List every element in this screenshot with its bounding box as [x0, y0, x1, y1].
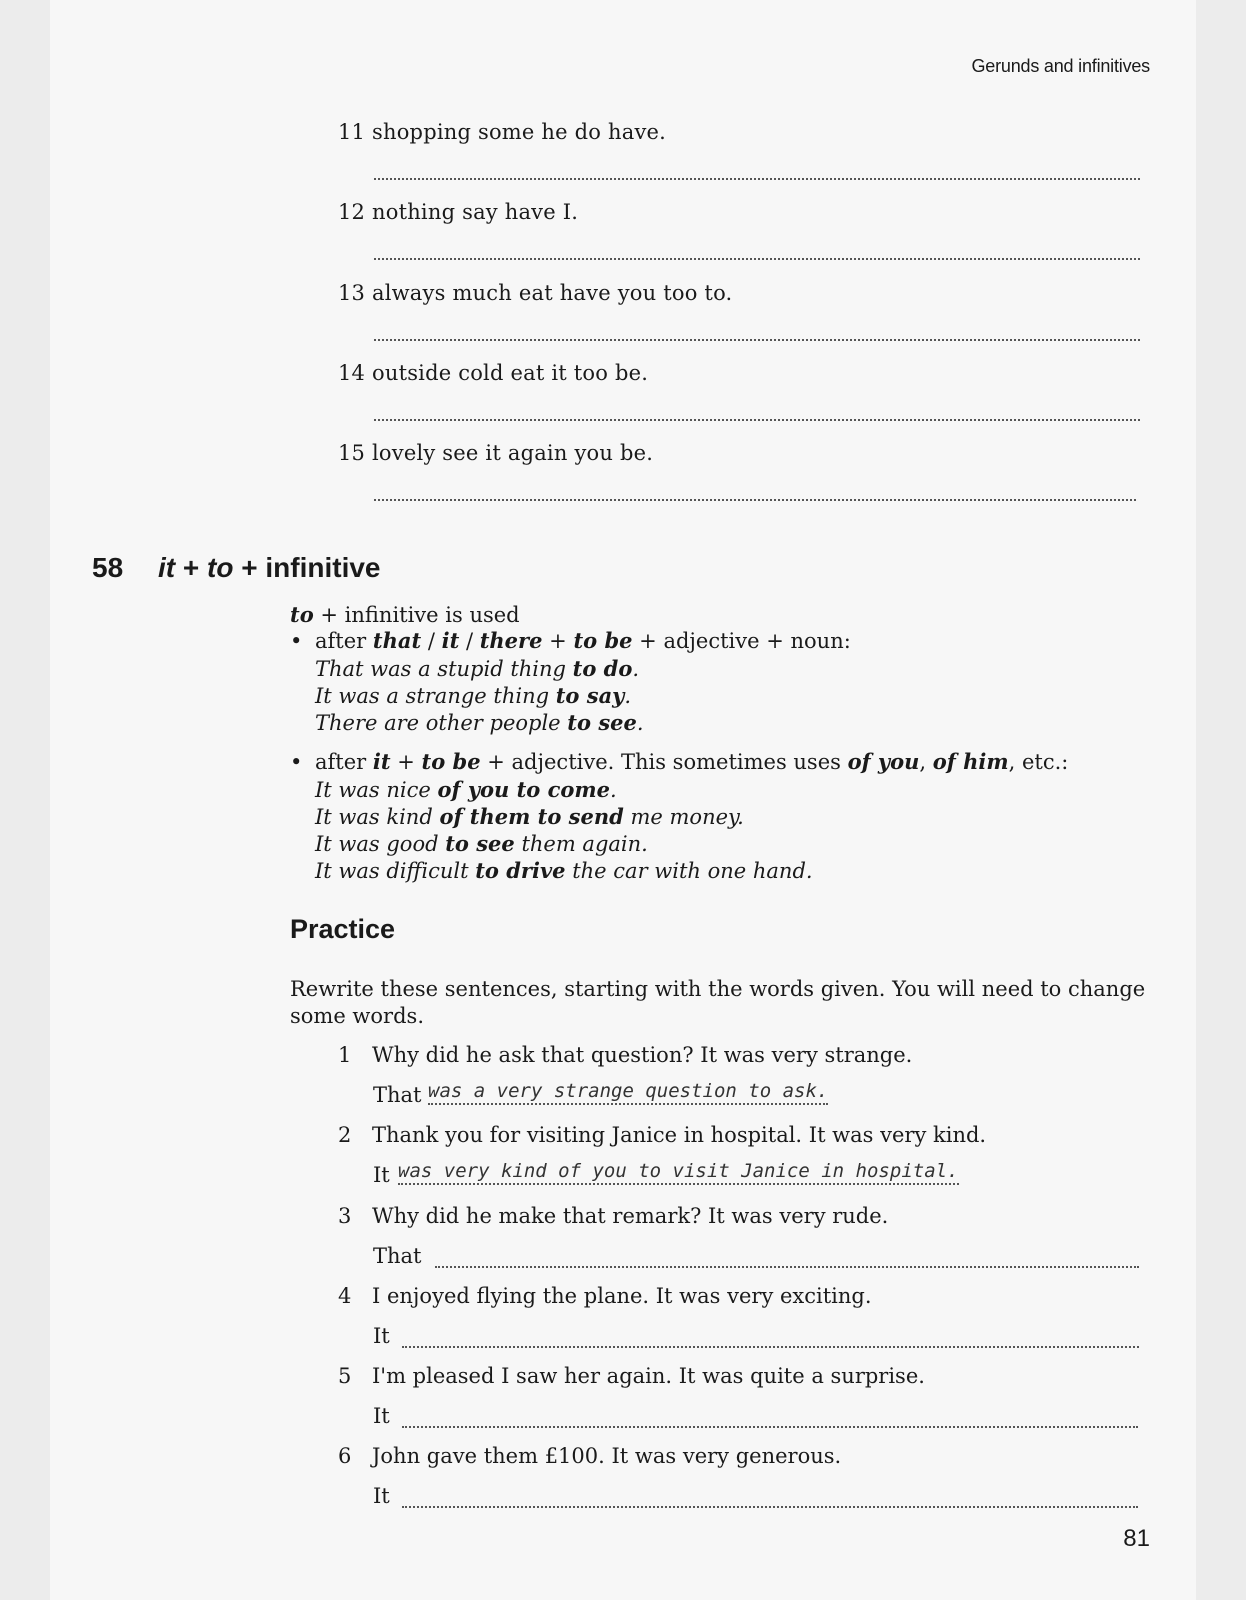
practice-question	[338, 1284, 872, 1308]
instructions-line: Rewrite these sentences, starting with the words given. You will need to change	[290, 977, 1146, 1001]
item-number: 11	[338, 120, 366, 144]
answer-line[interactable]	[435, 1266, 1139, 1268]
exercise-item	[338, 120, 666, 144]
item-text: outside cold eat it too be.	[372, 361, 649, 385]
intro-text: + infinitive is used	[313, 603, 520, 627]
bullet-keyword: to be	[421, 749, 481, 774]
example-sentence: It was kind of them to send me money.	[315, 804, 744, 829]
example-sentence: It was good to see them again.	[315, 831, 648, 856]
item-text: shopping some he do have.	[372, 120, 667, 144]
intro-to: to	[290, 602, 314, 627]
question-number: 1	[338, 1043, 352, 1067]
example-sentence: There are other people to see.	[315, 710, 644, 735]
practice-question	[338, 1444, 841, 1468]
item-text: always much eat have you too to.	[372, 281, 733, 305]
bullet-keyword: there	[479, 628, 543, 653]
answer-line[interactable]	[402, 1346, 1139, 1348]
practice-instructions	[290, 976, 1145, 1030]
bullet-point: • after it + to be + adjective. This sometimes uses of you, of him, etc.:	[290, 749, 1069, 774]
question-text: John gave them £100. It was very generous.	[372, 1444, 842, 1468]
bullet-text: /	[421, 629, 442, 653]
title-it: it	[158, 552, 176, 583]
bullet-keyword: it	[372, 749, 391, 774]
bullet-text: after	[315, 750, 373, 774]
item-number: 12	[338, 200, 366, 224]
exercise-item	[338, 441, 653, 465]
bullet-keyword: it	[441, 628, 460, 653]
answer-lead: It	[373, 1163, 390, 1187]
question-number: 6	[338, 1444, 352, 1468]
answer-line[interactable]	[402, 1426, 1138, 1428]
answer-filled[interactable]: was a very strange question to ask.	[428, 1080, 828, 1105]
bullet-keyword: that	[372, 628, 422, 653]
section-number: 58	[92, 552, 124, 583]
question-number: 5	[338, 1364, 352, 1388]
answer-line[interactable]	[374, 178, 1140, 180]
bullet-text: +	[390, 750, 422, 774]
title-plus: +	[175, 552, 208, 583]
practice-question	[338, 1123, 986, 1147]
bullet-text: , etc.:	[1008, 750, 1069, 774]
answer-lead: That	[373, 1083, 422, 1107]
bullet-point: • after that / it / there + to be + adjective + noun:	[290, 628, 851, 653]
answer-line[interactable]	[374, 499, 1136, 501]
bullet-text: + adjective + noun:	[632, 629, 851, 653]
question-text: I enjoyed flying the plane. It was very exciting.	[372, 1284, 872, 1308]
answer-line[interactable]	[374, 419, 1140, 421]
question-text: Why did he ask that question? It was very strange.	[372, 1043, 913, 1067]
question-number: 2	[338, 1123, 352, 1147]
example-sentence: It was a strange thing to say.	[315, 683, 632, 708]
answer-line[interactable]	[374, 258, 1140, 260]
title-infinitive: + infinitive	[233, 552, 381, 583]
practice-question	[338, 1204, 888, 1228]
bullet-keyword: to be	[573, 628, 633, 653]
item-number: 14	[338, 361, 366, 385]
bullet-keyword: of him	[932, 749, 1009, 774]
bullet-text: /	[459, 629, 480, 653]
item-number: 15	[338, 441, 366, 465]
example-sentence: That was a stupid thing to do.	[315, 656, 640, 681]
answer-line[interactable]	[402, 1506, 1138, 1508]
question-text: Thank you for visiting Janice in hospital. It was very kind.	[372, 1123, 987, 1147]
section-intro	[290, 601, 520, 629]
practice-question	[338, 1364, 925, 1388]
textbook-page	[50, 0, 1196, 1600]
example-sentence: It was difficult to drive the car with one hand.	[315, 858, 813, 883]
answer-lead: It	[373, 1324, 390, 1348]
practice-question	[338, 1043, 912, 1067]
section-title	[158, 552, 381, 584]
answer-line[interactable]	[374, 339, 1140, 341]
question-text: I'm pleased I saw her again. It was quite a surprise.	[372, 1364, 925, 1388]
bullet-text: after	[315, 629, 373, 653]
bullet-text: + adjective. This sometimes uses	[480, 750, 848, 774]
bullet-text: +	[542, 629, 574, 653]
exercise-item	[338, 361, 648, 385]
item-text: lovely see it again you be.	[372, 441, 654, 465]
question-number: 4	[338, 1284, 352, 1308]
page-number: 81	[1123, 1525, 1150, 1552]
answer-lead: That	[373, 1244, 422, 1268]
question-number: 3	[338, 1204, 352, 1228]
exercise-item	[338, 200, 578, 224]
bullet-text: ,	[919, 750, 933, 774]
title-to: to	[207, 552, 234, 583]
answer-lead: It	[373, 1484, 390, 1508]
running-head: Gerunds and infinitives	[971, 56, 1150, 76]
bullet-keyword: of you	[847, 749, 920, 774]
item-text: nothing say have I.	[372, 200, 579, 224]
answer-lead: It	[373, 1404, 390, 1428]
practice-heading: Practice	[290, 914, 396, 944]
question-text: Why did he make that remark? It was very rude.	[372, 1204, 889, 1228]
answer-filled[interactable]: was very kind of you to visit Janice in hospital.	[398, 1160, 959, 1185]
example-sentence: It was nice of you to come.	[315, 777, 617, 802]
exercise-item	[338, 281, 732, 305]
instructions-line: some words.	[290, 1004, 424, 1028]
item-number: 13	[338, 281, 366, 305]
